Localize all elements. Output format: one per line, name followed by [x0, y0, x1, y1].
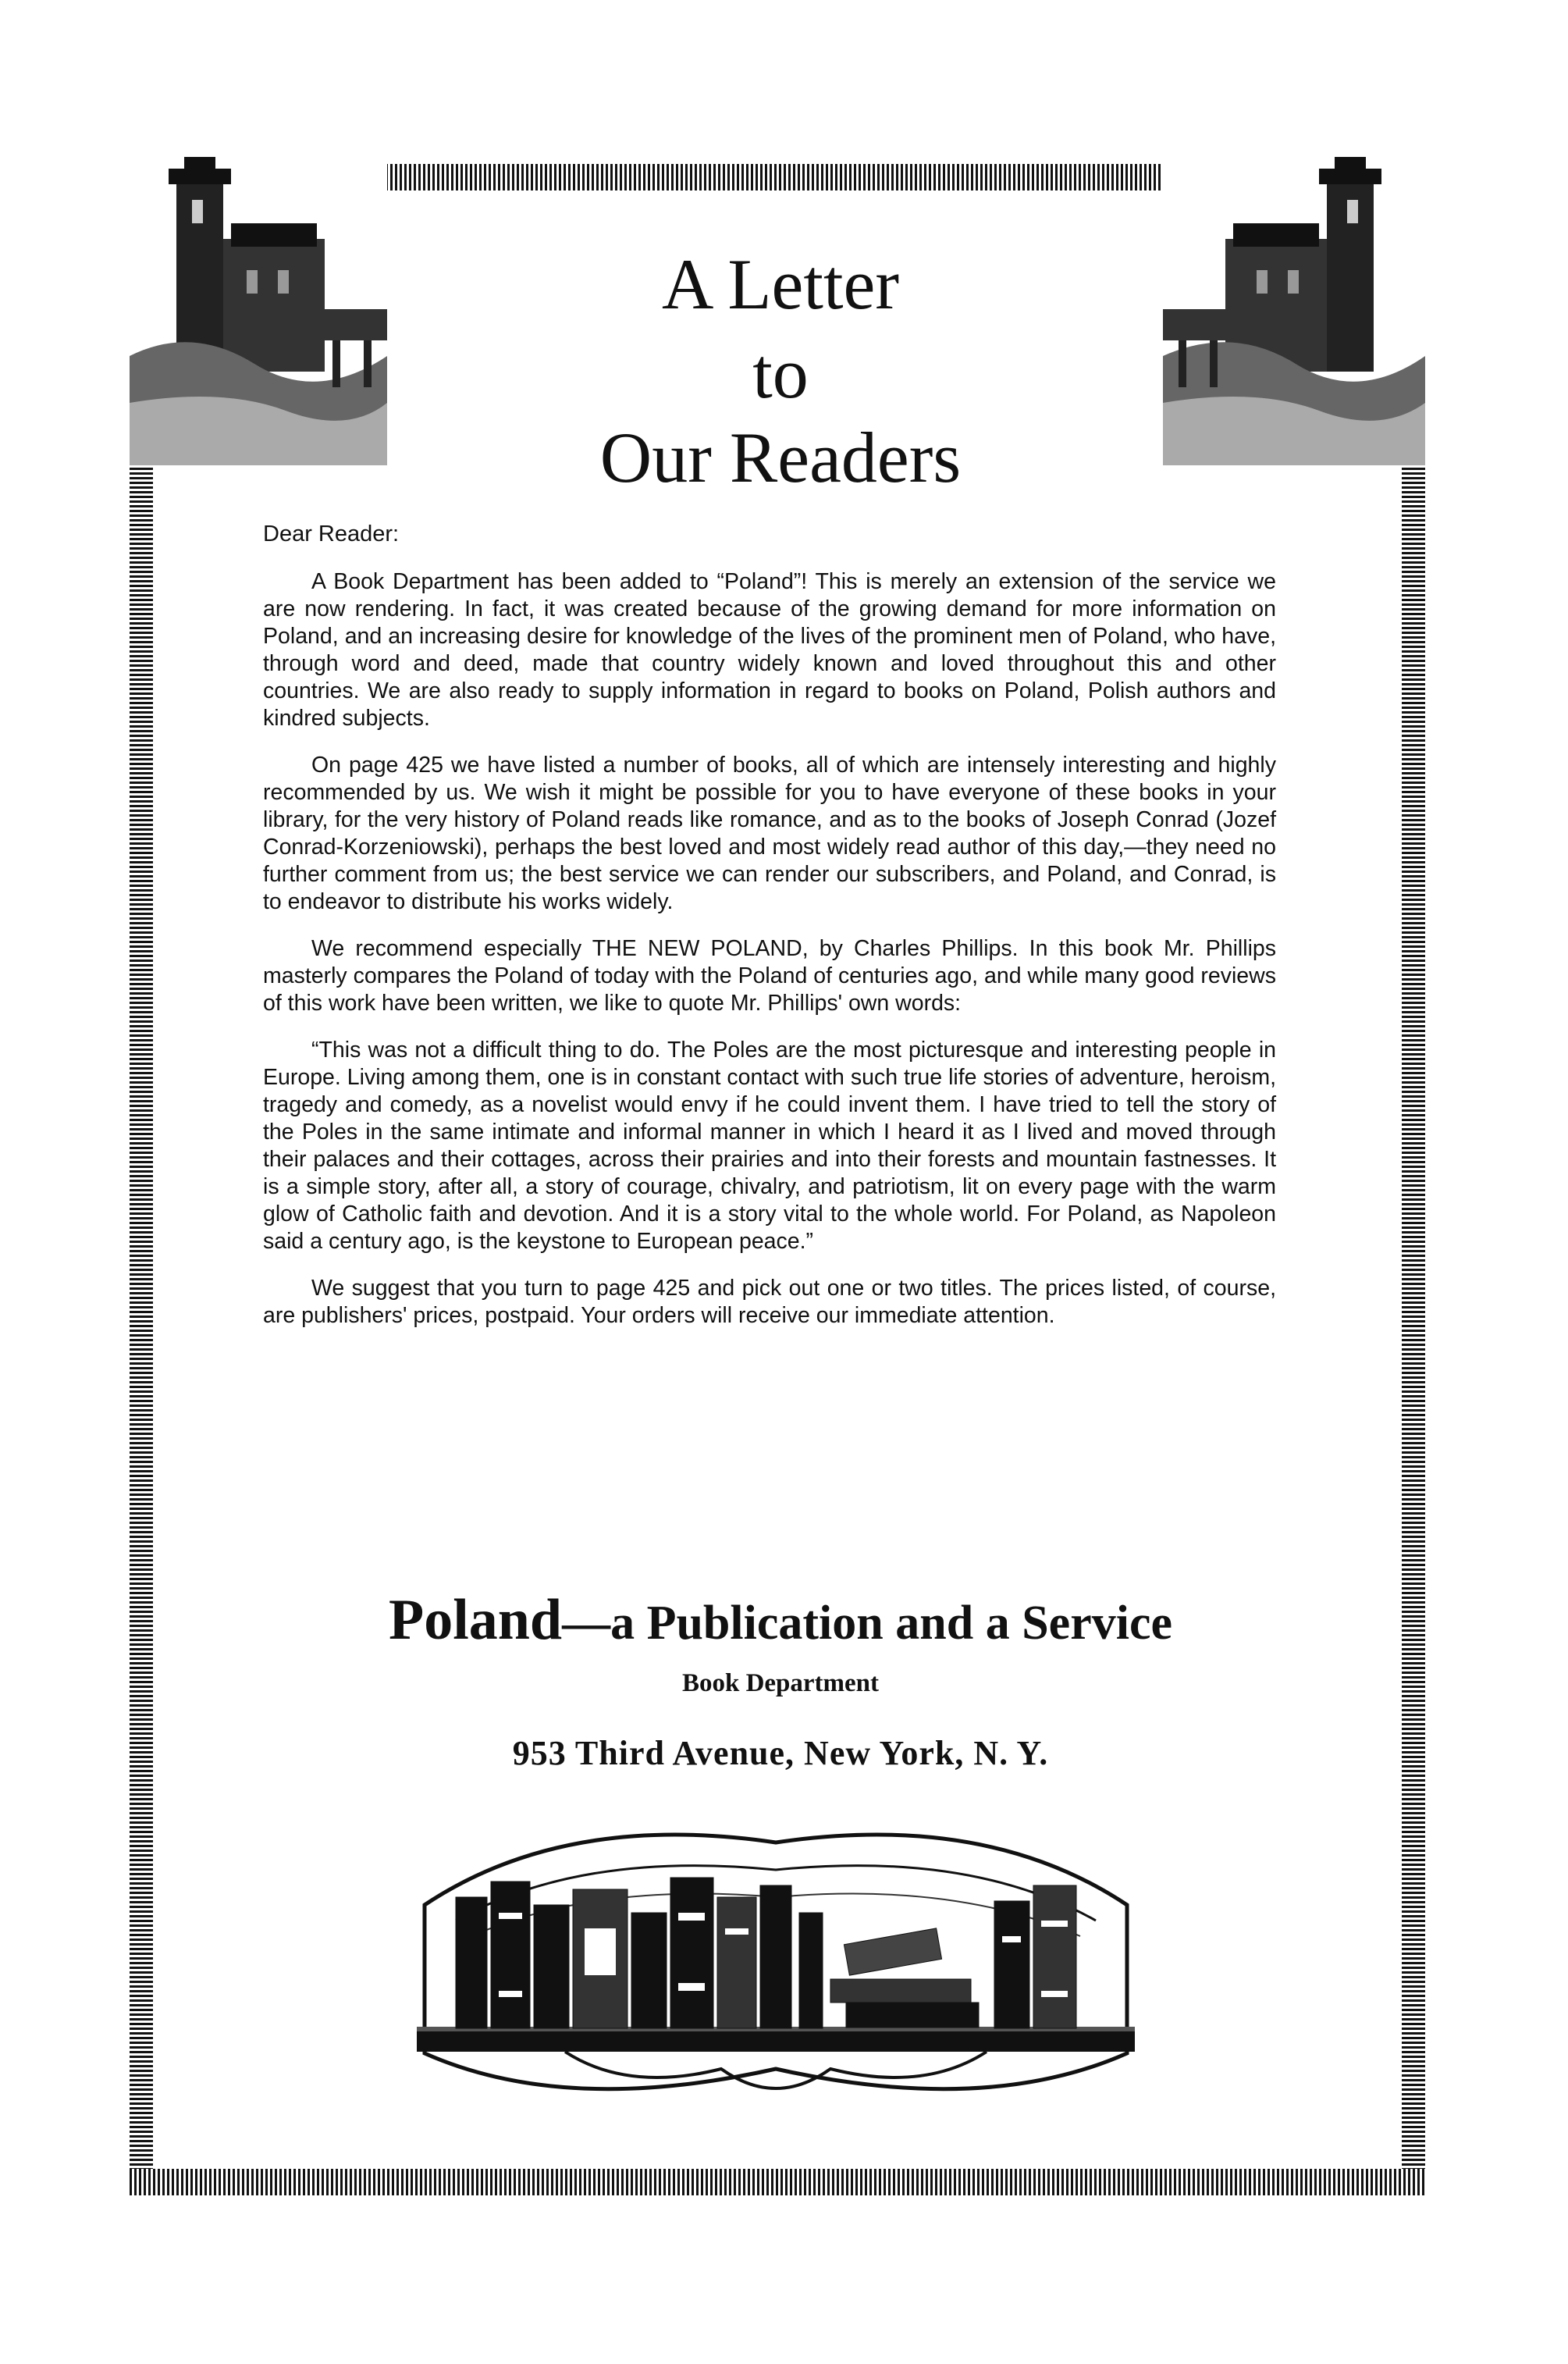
border-bottom	[130, 2169, 1425, 2195]
letter-body	[263, 568, 1276, 1349]
border-left	[130, 461, 153, 2194]
signature-name: Poland	[389, 1588, 563, 1652]
signature-tagline: —a Publication and a Service	[562, 1597, 1172, 1650]
letter-paragraph: A Book Department has been added to “Poland”! This is merely an extension of the service we are now rendering. In fact, it was created because of the growing demand for more information on Poland, and an increasing desire for knowledge of the lives of the prominent men of Poland, who have, through word and deed, made that country widely known and loved throughout this and other countries. We are also ready to supply information in regard to books on Poland, Polish authors and kindred subjects.	[263, 569, 1276, 731]
bookshelf-illustration-icon	[409, 1796, 1143, 2116]
signature-department: Book Department	[681, 1669, 880, 1697]
letter-paragraph: We recommend especially THE NEW POLAND, by Charles Phillips. In this book Mr. Phillips masterly compares the Poland of today with the Poland of centuries ago, and while many good reviews of this work have been written, we like to quote Mr. Phillips' own words:	[263, 936, 1276, 1016]
border-right	[1402, 461, 1425, 2194]
page-title-line-2: to	[752, 333, 809, 413]
castle-illustration-icon	[1163, 153, 1425, 465]
castle-illustration-icon	[130, 153, 387, 465]
signature-address: 953 Third Avenue, New York, N. Y.	[512, 1734, 1049, 1772]
page-title-line-1: A Letter	[662, 244, 899, 324]
border-top	[231, 164, 1292, 190]
page-title-line-3: Our Readers	[599, 418, 962, 497]
letter-salutation: Dear Reader:	[263, 522, 400, 546]
signature-title	[258, 1588, 1303, 1652]
letter-quote: “This was not a difficult thing to do. The Poles are the most picturesque and interesting people in Europe. Living among them, one is in constant contact with such true life stories of adventure, heroism, tragedy and comedy, as a novelist would envy if he could invent them. I have tried to tell the story of the Poles in the same intimate and informal manner in which I heard it as I lived and moved through their palaces and their cottages, across their prairies and into their forests and mountain fastnesses. It is a simple story, after all, a story of courage, chivalry, and patriotism, lit on every page with the warm glow of Catholic faith and devotion. And it is a story vital to the whole world. For Poland, as Napoleon said a century ago, is the keystone to European peace.”	[263, 1038, 1276, 1254]
letter-paragraph: We suggest that you turn to page 425 and pick out one or two titles. The prices listed, of course, are publishers' prices, postpaid. Your orders will receive our immediate attention.	[263, 1276, 1276, 1328]
letter-paragraph: On page 425 we have listed a number of books, all of which are intensely interesting and highly recommended by us. We wish it might be possible for you to have everyone of these books in your library, for the very history of Poland reads like romance, and as to the books of Joseph Conrad (Jozef Conrad-Korzeniowski), perhaps the best loved and most widely read author of this day,—they need no further comment from us; the best service we can render our subscribers, and Poland, and Conrad, is to endeavor to distribute his works widely.	[263, 753, 1276, 914]
